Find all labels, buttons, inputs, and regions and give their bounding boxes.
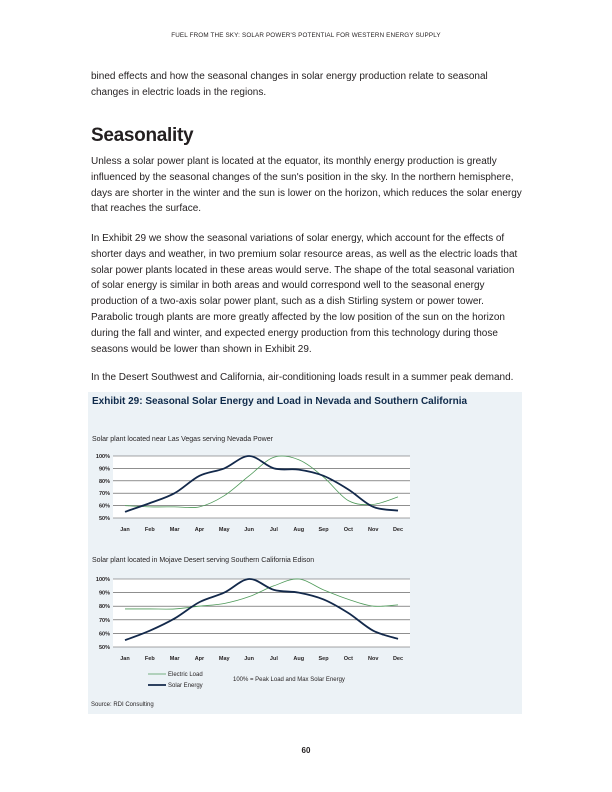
x-tick-label: Sep [318, 527, 329, 533]
x-tick-label: Nov [367, 527, 379, 533]
x-tick-label: Sep [318, 656, 329, 662]
y-tick-label: 70% [98, 491, 110, 498]
body-paragraph-continued: bined effects and how the seasonal changes in solar energy production relate to seasonal changes in electric loads in the regions. [91, 71, 488, 98]
y-tick-label: 90% [98, 590, 110, 597]
body-paragraph-3: In the Desert Southwest and California, air-conditioning loads result in a summer peak demand. [91, 372, 514, 383]
page-number: 60 [301, 746, 311, 755]
x-tick-label: Dec [392, 656, 404, 662]
x-tick-label: Mar [169, 656, 180, 662]
exhibit-source: Source: RDI Consulting [91, 702, 154, 708]
x-tick-label: Jun [244, 656, 254, 662]
x-tick-label: Apr [194, 656, 205, 662]
x-tick-label: Jul [269, 656, 278, 662]
y-tick-label: 70% [98, 617, 110, 624]
x-tick-label: May [218, 527, 230, 533]
x-tick-label: Jun [244, 527, 254, 533]
x-tick-label: Feb [144, 656, 155, 662]
body-paragraph-1: Unless a solar power plant is located at the equator, its monthly energy production is greatly influenced by the seasonal changes of the sun's position in the sky. In the northern hemisphere, days are shorter in the winter and the sun is lower on the horizon, which reduces the solar energy that reaches the surface. [91, 156, 522, 215]
y-tick-label: 100% [95, 577, 110, 583]
legend-note: 100% = Peak Load and Max Solar Energy [233, 677, 345, 683]
x-tick-label: Oct [343, 656, 353, 662]
x-tick-label: Aug [293, 656, 305, 662]
chart-title: Solar plant located in Mojave Desert serving Southern California Edison [92, 557, 315, 564]
y-tick-label: 90% [98, 466, 110, 473]
x-tick-label: Dec [392, 527, 404, 533]
running-head: FUEL FROM THE SKY: SOLAR POWER'S POTENTIAL FOR WESTERN ENERGY SUPPLY [171, 32, 441, 39]
x-tick-label: Jan [120, 527, 130, 533]
y-tick-label: 60% [98, 503, 110, 510]
x-tick-label: Feb [144, 527, 155, 533]
y-tick-label: 80% [98, 604, 110, 611]
legend-label-solar-energy: Solar Energy [168, 683, 203, 689]
exhibit-title: Exhibit 29: Seasonal Solar Energy and Load in Nevada and Southern California [92, 396, 468, 407]
y-tick-label: 50% [98, 645, 110, 651]
body-paragraph-2: In Exhibit 29 we show the seasonal variations of solar energy, which account for the effects of shorter days and weather, in two premium solar resource areas, as well as the electric loads that solar power plants located in these areas would serve. The shape of the total seasonal variation of solar energy is similar in both areas and would correspond well to the seasonal energy production of a two-axis solar power plant, such as a dish Stirling system or power tower. Parabolic trough plants are more greatly affected by the low position of the sun on the horizon during the fall and winter, and expected energy production from this technology during those seasons would be lower than shown in Exhibit 29. [91, 233, 518, 355]
x-tick-label: Jul [269, 527, 278, 533]
x-tick-label: May [218, 656, 230, 662]
y-tick-label: 80% [98, 478, 110, 485]
x-tick-label: Jan [120, 656, 130, 662]
x-tick-label: Aug [293, 527, 305, 533]
legend-label-electric-load: Electric Load [168, 672, 203, 678]
chart-title: Solar plant located near Las Vegas serving Nevada Power [92, 436, 273, 443]
x-tick-label: Oct [343, 527, 353, 533]
x-tick-label: Mar [169, 527, 180, 533]
plot-area [113, 579, 410, 647]
x-tick-label: Nov [367, 656, 379, 662]
y-tick-label: 60% [98, 631, 110, 638]
section-heading-seasonality: Seasonality [91, 125, 194, 146]
x-tick-label: Apr [194, 527, 205, 533]
y-tick-label: 50% [98, 516, 110, 522]
y-tick-label: 100% [95, 454, 110, 460]
